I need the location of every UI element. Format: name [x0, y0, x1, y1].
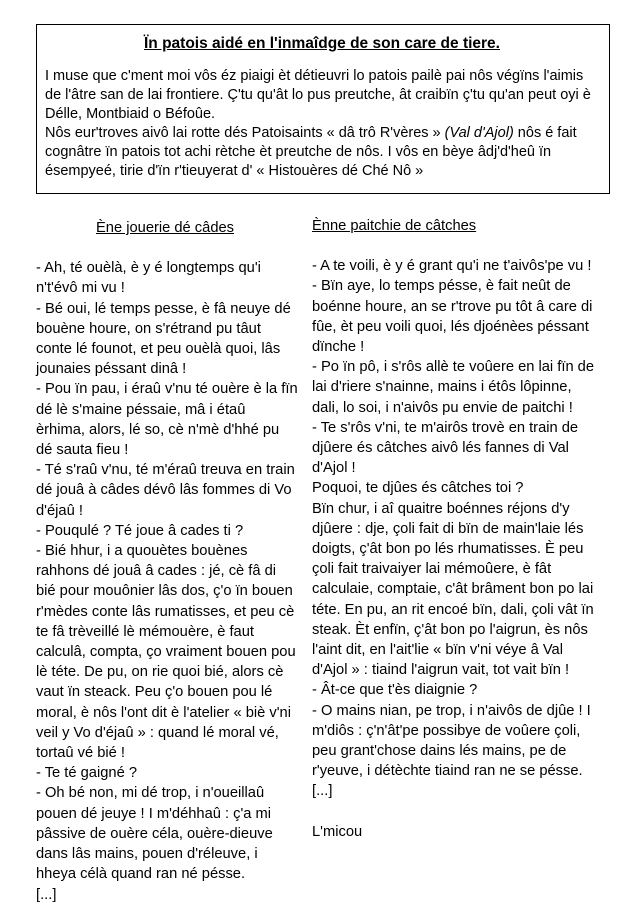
left-column-title: Ène jouerie dé câdes — [96, 220, 234, 236]
intro-text-3: nôs é fait cognâtre ïn patois tot achi rètche èt preutche de nôs. I vôs en bèye âdj'd'heû ïn ésempyeé, tirie d'ïn r'tieuyerat d' « Histouères dé Ché Nô » — [45, 125, 577, 179]
dialogue-line: [...] — [36, 886, 57, 903]
dialogue-line: - O mains nian, pe trop, i n'aivôs de djûe ! I m'diôs : ç'n'ât'pe possibye de voûere çoli, peu grant'chose dains lés mains, pe de r'yeuve, i détèchte tiaind ran ne se pésse. — [312, 702, 591, 780]
dialogue-line: - Pou ïn pau, i éraû v'nu té ouère è la fïn dé lè s'maine péssaie, mâ i étaû èrhima, alors, lé so, cè n'mè d'hhé pu dé sauta fieu ! — [36, 381, 298, 459]
dialogue-line: [...] — [312, 783, 333, 800]
right-column-title: Ènne paitchie de câtches — [312, 218, 477, 234]
intro-box — [36, 24, 610, 194]
page-title: Ïn patois aidé en l'inmaîdge de son care de tiere. — [144, 35, 500, 52]
dialogue-line: Bïn chur, i aî quaitre boénnes réjons d'y djûere : dje, çoli fait di bïn de main'laie lés doigts, ç'ât bon po lés rhumatisses. È peu çoli fait traivaiyer lai mémoûere, è fât calculaie, comptaie, c'ât brâment bon po lai téte. En pu, an rit encoé bïn, dali, çoli vât ïn steak. Èt enfïn, ç'ât bon po l'aigrun, ès nôs l'aint dit, en l'ait'lie « bïn v'ni véye â Val d'Ajol » : tiaind l'aigrun vait, tot vait bïn ! — [312, 500, 594, 679]
dialogue-line: - Ah, té ouèlà, è y é longtemps qu'i n't'évô mi vu ! — [36, 260, 261, 297]
intro-paragraph — [45, 67, 599, 181]
dialogue-line: - Té s'raû v'nu, té m'éraû treuva en train dé jouâ à câdes dévô lâs fommes di Vo d'éjaû ! — [36, 462, 295, 519]
dialogue-line: - Po ïn pô, i s'rôs allè te voûere en lai fïn de lai d'riere s'nainne, mains i étôs lôpinne, dali, lo soi, i n'aivôs pu envie de paitchi ! — [312, 359, 595, 416]
dialogue-line: - Ât-ce que t'ès diaignie ? — [312, 682, 478, 699]
dialogue-line: - Te té gaigné ? — [36, 765, 137, 782]
dialogue-line: - Bié hhur, i a quouètes bouènes rahhons dé jouâ â cades : jé, cè fâ di bié pour mouônier lâs dos, ç'o ïn bouen r'mèdes conte lâs rumatisses, et peu cè te fâ trèveillé lè mémouère, è faut calculâ, compta, ço vraiment bouen pou lè téte. De pu, on rie quoi bié, alors cè vaut ïn steack. Peu ç'o bouen pou lé moral, è nôs l'ont dit è l'atelier « biè v'ni veil y Vo d'éjaû » : quand lé moral vé, tortaû vé bié ! — [36, 543, 296, 762]
dialogue-line: Poquoi, te djûes és câtches toi ? — [312, 480, 524, 497]
intro-italic-place: (Val d'Ajol) — [444, 125, 514, 141]
intro-text-1: I muse que c'ment moi vôs éz piaigi èt détieuvri lo patois pailè pai nôs végïns l'aimis de l'âtre san de lai frontiere. Ç'tu qu'ât lo pus preutche, ât craibïn ç'tu qu'an peut oyi è Délle, Montbiaid o Béfoûe. — [45, 68, 591, 122]
dialogue-line: - Bé oui, lé temps pesse, è fâ neuye dé bouène houre, on s'rétrand pu tâut conte lé founot, et peu ouèlà quoi, lâs jounaies péssant dinâ ! — [36, 300, 291, 378]
right-column — [312, 218, 598, 842]
left-column-dialogue — [36, 258, 298, 905]
intro-text-2: Nôs eur'troves aivô lai rotte dés Patoisaints « dâ trô R'vères » — [45, 125, 445, 141]
dialogue-line: - Bïn aye, lo temps pésse, è fait neût de boénne houre, an se r'trove pu tôt â care di fûe, èt peu voili quoi, lés djoénèes péssant dïnche ! — [312, 278, 593, 356]
dialogue-line: - A te voili, è y é grant qu'i ne t'aivôs'pe vu ! — [312, 258, 592, 275]
author-signature: L'micou — [312, 823, 363, 840]
right-column-dialogue — [312, 256, 598, 801]
dialogue-line: - Te s'rôs v'ni, te m'airôs trovè en train de djûere és câtches aivô lés fannes di Val d'Ajol ! — [312, 419, 579, 477]
dialogue-line: - Pouqulé ? Té joue â cades ti ? — [36, 522, 244, 539]
left-column — [36, 218, 298, 905]
dialogue-line: - Oh bé non, mi dé trop, i n'oueillaû pouen dé jeuye ! I m'déhhaû : ç'a mi pâssive de ouère céla, ouère-dieuve dans lâs mains, pouen d'réleuve, i hheya célà quand ran né pésse. — [36, 785, 273, 883]
